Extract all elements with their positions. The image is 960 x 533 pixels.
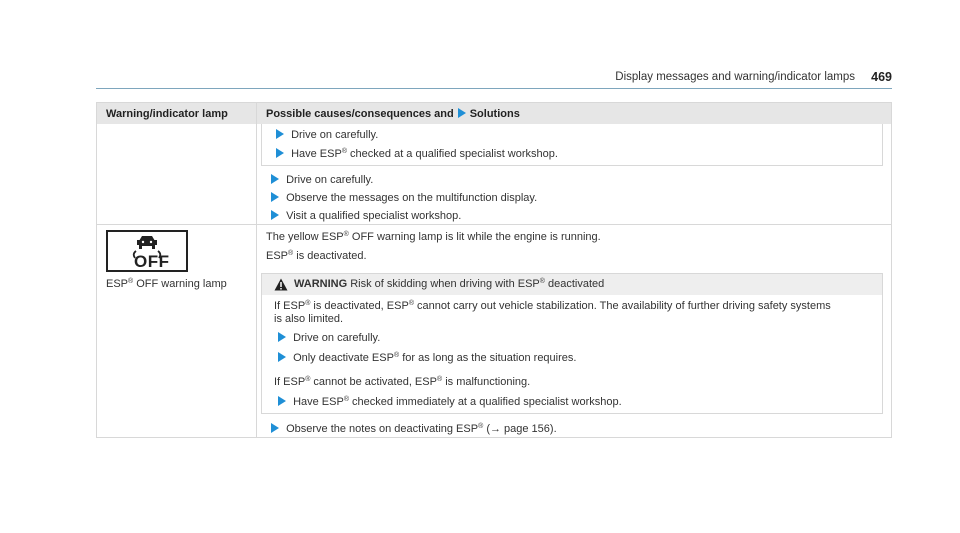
registered-mark: ® [343, 231, 349, 238]
description-line [266, 250, 367, 262]
warning-text: Risk of skidding when driving with ESP [350, 278, 540, 290]
list-item [274, 332, 380, 344]
warning-paragraph [274, 376, 530, 388]
bullet-arrow-icon [271, 174, 279, 184]
column-divider [256, 103, 257, 437]
warning-header [262, 274, 882, 295]
list-item-text: for as long as the situation requires. [402, 352, 577, 364]
page-header-title: Display messages and warning/indicator lamps [615, 71, 855, 83]
description-text: OFF warning lamp is lit while the engine is running. [351, 231, 601, 243]
list-item [272, 129, 378, 141]
warning-text: cannot carry out vehicle stabilization. The availability of further driving safety systems [417, 300, 831, 312]
warning-paragraph [274, 300, 831, 312]
list-item [267, 174, 373, 186]
registered-mark: ® [408, 300, 414, 307]
registered-mark: ® [436, 376, 443, 383]
list-item [267, 423, 557, 435]
bullet-arrow-icon [271, 423, 279, 433]
warning-text: is deactivated, ESP [313, 300, 409, 312]
table-header [97, 103, 891, 124]
warning-box [261, 273, 883, 414]
warning-paragraph: is also limited. [274, 313, 344, 325]
warning-text: deactivated [548, 278, 605, 290]
warning-lamp-table [96, 102, 892, 438]
header-rule [96, 88, 892, 89]
warning-text: is malfunctioning. [445, 376, 531, 388]
description-line [266, 231, 601, 243]
inner-solution-box [261, 124, 883, 166]
registered-mark: ® [341, 148, 347, 155]
list-item-text: Only deactivate ESP [293, 352, 394, 364]
registered-mark: ® [305, 300, 311, 307]
bullet-arrow-icon [276, 148, 284, 158]
esp-off-lamp-icon [106, 230, 188, 272]
registered-mark: ® [539, 278, 545, 285]
warning-text: If ESP [274, 300, 306, 312]
registered-mark: ® [478, 423, 484, 430]
lamp-label-text: OFF warning lamp [136, 278, 227, 290]
arrow-right-icon [458, 108, 466, 118]
list-item [274, 396, 622, 408]
bullet-arrow-icon [276, 129, 284, 139]
registered-mark: ® [288, 250, 294, 257]
warning-triangle-icon [274, 278, 288, 291]
list-item-text: checked at a qualified specialist workshop. [350, 148, 558, 160]
description-text: is deactivated. [296, 250, 367, 262]
list-item-text: Observe the messages on the multifunction display. [286, 192, 538, 204]
lamp-label-text: ESP [106, 278, 129, 290]
bullet-arrow-icon [278, 352, 286, 362]
list-item-text: Have ESP [291, 148, 342, 160]
list-item [267, 192, 537, 204]
list-item-text: Drive on carefully. [293, 332, 381, 344]
list-item [272, 148, 558, 160]
list-item-text: Drive on carefully. [291, 129, 379, 141]
registered-mark: ® [128, 278, 134, 285]
page-reference-link[interactable]: (→ page 156). [486, 423, 557, 435]
col-header-lamp: Warning/indicator lamp [106, 108, 228, 120]
bullet-arrow-icon [271, 210, 279, 220]
registered-mark: ® [343, 396, 349, 403]
description-text: The yellow ESP [266, 231, 344, 243]
list-item [267, 210, 461, 222]
esp-off-icon-text: OFF [134, 252, 170, 271]
list-item-text: Have ESP [293, 396, 344, 408]
col-header-causes-text: Possible causes/consequences and [266, 108, 454, 120]
list-item-text: checked immediately at a qualified specialist workshop. [352, 396, 622, 408]
list-item-text: Observe the notes on deactivating ESP [286, 423, 479, 435]
bullet-arrow-icon [278, 332, 286, 342]
warning-label: WARNING [294, 278, 348, 290]
warning-text: cannot be activated, ESP [313, 376, 437, 388]
registered-mark: ® [305, 376, 311, 383]
warning-text: If ESP [274, 376, 306, 388]
warning-title [294, 278, 604, 290]
row-divider [97, 224, 891, 225]
bullet-arrow-icon [278, 396, 286, 406]
list-item [274, 352, 576, 364]
list-item-text: Visit a qualified specialist workshop. [286, 210, 462, 222]
lamp-label [106, 278, 227, 290]
col-header-causes [266, 108, 520, 120]
list-item-text: Drive on carefully. [286, 174, 374, 186]
bullet-arrow-icon [271, 192, 279, 202]
page-number: 469 [871, 70, 892, 84]
col-header-solutions-text: Solutions [469, 108, 520, 120]
registered-mark: ® [393, 352, 400, 359]
description-text: ESP [266, 250, 289, 262]
